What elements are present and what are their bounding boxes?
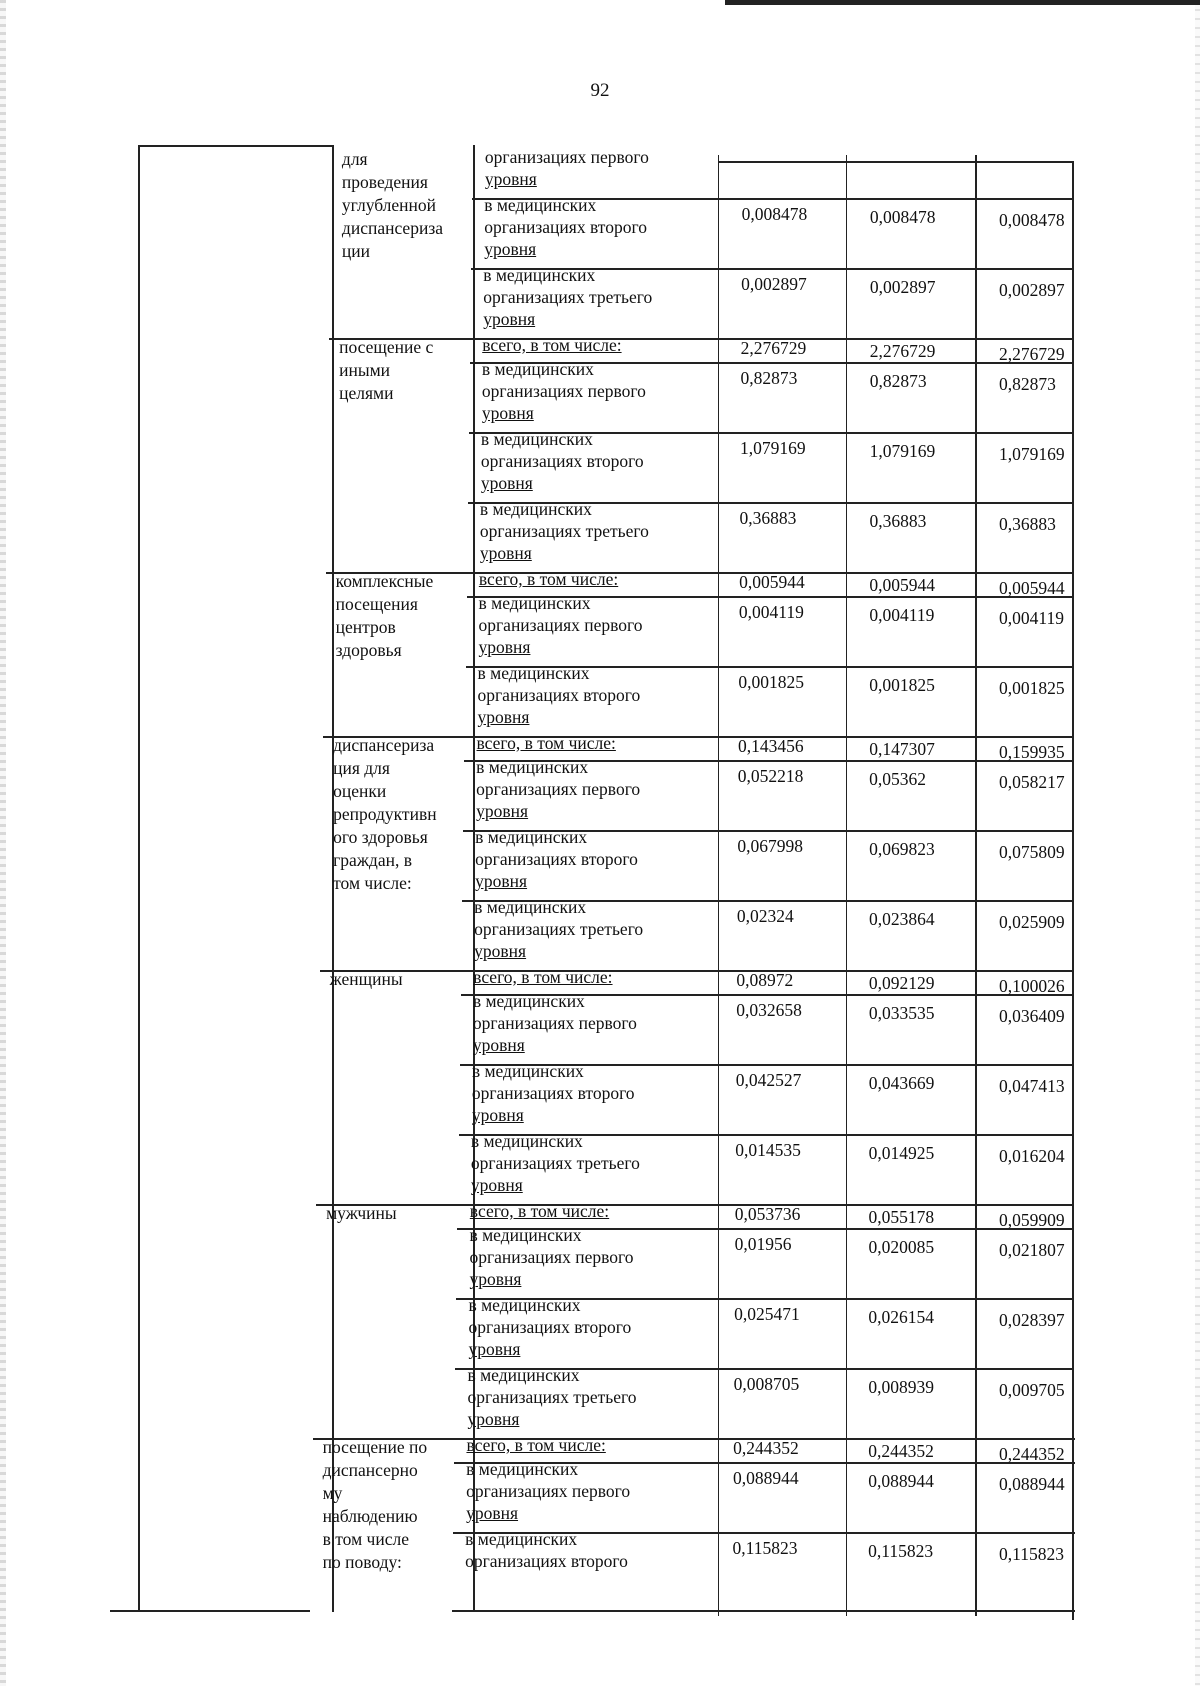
table-bottom-border: [110, 1610, 310, 1612]
group-label-line: в том числе: [322, 1529, 409, 1549]
value-cell: 0,059909: [999, 1210, 1065, 1230]
row-rule: [316, 1204, 1074, 1206]
group-label-line: граждан, в: [333, 850, 412, 870]
row-label-line: организациях второго: [480, 451, 644, 471]
row-label-line: организациях второго: [468, 1317, 632, 1337]
row-label-line: уровня: [474, 941, 527, 961]
row-label-line: организациях второго: [484, 217, 647, 237]
value-cell: 2,276729: [999, 344, 1065, 364]
values-top-border: [718, 161, 1072, 163]
row-label-line: организациях первого: [466, 1481, 631, 1501]
group-label-line: центров: [335, 617, 396, 637]
row-label-line: уровня: [468, 1339, 521, 1359]
row-label-line: уровня: [467, 1409, 520, 1429]
value-cell: 0,36883: [869, 511, 927, 531]
row-label-line: организациях первого: [478, 615, 643, 635]
row-label-line: уровня: [476, 801, 529, 821]
value-column-divider-2: [846, 155, 848, 1616]
value-cell: 0,115823: [868, 1541, 934, 1561]
group-label-line: том числе:: [333, 873, 412, 893]
value-cell: 0,82873: [740, 368, 798, 388]
group-label-line: для: [341, 149, 368, 169]
row-label-line: всего, в том числе:: [476, 733, 616, 753]
row-label-line: в медицинских: [476, 757, 589, 777]
value-cell: 0,159935: [999, 742, 1065, 762]
value-cell: 0,014925: [868, 1143, 935, 1163]
row-label-line: в медицинских: [470, 1131, 583, 1151]
value-cell: 0,01956: [734, 1234, 792, 1254]
value-cell: 0,008939: [868, 1377, 934, 1397]
row-label-line: организациях первого: [481, 381, 646, 401]
row-label-line: в медицинских: [465, 1529, 578, 1549]
value-cell: 0,088944: [733, 1468, 799, 1488]
row-label-line: уровня: [475, 871, 528, 891]
row-label-line: в медицинских: [474, 897, 587, 917]
row-label-line: организациях третьего: [479, 521, 649, 541]
row-label-line: всего, в том числе:: [466, 1435, 606, 1455]
value-cell: 0,244352: [733, 1438, 799, 1458]
table-left-border: [138, 145, 140, 1610]
value-cell: 0,025909: [999, 912, 1065, 932]
group-label: [342, 148, 443, 263]
group-label-line: диспансериза: [341, 218, 443, 238]
row-label-line: в медицинских: [478, 593, 591, 613]
row-rule: [326, 572, 1073, 574]
group-label-line: оценки: [333, 781, 387, 801]
row-label-line: уровня: [471, 1105, 524, 1125]
value-cell: 0,02324: [736, 906, 794, 926]
value-cell: 0,021807: [999, 1240, 1065, 1260]
row-rule: [329, 338, 1072, 340]
row-label-line: организациях первого: [476, 779, 641, 799]
value-cell: 0,014535: [735, 1140, 801, 1160]
row-label-line: организациях первого: [484, 147, 649, 167]
row-label-line: всего, в том числе:: [478, 569, 619, 589]
value-cell: 0,075809: [999, 842, 1065, 862]
value-column-divider-1: [718, 155, 720, 1616]
value-cell: 1,079169: [740, 438, 806, 458]
group-label-line: репродуктивн: [333, 804, 437, 824]
group-label: [333, 734, 436, 895]
row-label-line: организациях третьего: [470, 1153, 640, 1173]
value-cell: 0,008478: [741, 204, 808, 224]
row-label-line: в медицинских: [466, 1459, 579, 1479]
row-label-line: в медицинских: [471, 1061, 584, 1081]
group-label-line: посещение с: [339, 337, 434, 357]
row-label-line: в медицинских: [484, 195, 597, 215]
row-label-line: в медицинских: [472, 991, 585, 1011]
value-cell: 0,008478: [869, 207, 936, 227]
row-label-line: уровня: [479, 543, 532, 563]
row-label-line: уровня: [469, 1269, 522, 1289]
value-cell: 0,028397: [999, 1310, 1065, 1330]
value-cell: 0,058217: [999, 772, 1065, 792]
group-label-line: женщины: [329, 969, 403, 989]
row-label-line: всего, в том числе:: [482, 335, 622, 355]
value-cell: 1,079169: [999, 444, 1065, 464]
value-cell: 0,020085: [868, 1237, 935, 1257]
group-label-line: му: [322, 1483, 343, 1503]
row-label-line: организациях первого: [472, 1013, 637, 1033]
row-label-line: в медицинских: [480, 429, 593, 449]
group-label-line: диспансериза: [333, 735, 435, 755]
group-label: [339, 336, 433, 405]
group-label-line: углубленной: [341, 195, 437, 215]
row-label-line: уровня: [480, 473, 533, 493]
row-label-line: организациях третьего: [483, 287, 653, 307]
value-cell: 0,143456: [737, 736, 804, 756]
row-label-line: уровня: [472, 1035, 525, 1055]
value-cell: 0,005944: [869, 575, 936, 595]
group-label: [336, 570, 434, 662]
value-cell: 0,82873: [999, 374, 1056, 394]
row-label-line: организациях второго: [477, 685, 641, 705]
table-right-border: [1072, 161, 1074, 1620]
value-cell: 0,016204: [999, 1146, 1065, 1166]
row-label-line: организациях третьего: [474, 919, 644, 939]
group-label-line: мужчины: [326, 1203, 397, 1223]
group-label-line: целями: [339, 383, 394, 403]
row-label-line: уровня: [470, 1175, 523, 1195]
row-label-line: в медицинских: [475, 827, 588, 847]
value-cell: 0,244352: [999, 1444, 1065, 1464]
row-label-line: в медицинских: [479, 499, 592, 519]
group-label-line: ции: [341, 241, 371, 261]
group-label-line: наблюдению: [322, 1506, 418, 1526]
value-cell: 0,033535: [868, 1003, 935, 1023]
row-label-line: всего, в том числе:: [473, 967, 613, 987]
value-cell: 0,005944: [999, 578, 1065, 598]
row-label-line: всего, в том числе:: [469, 1201, 610, 1221]
value-cell: 0,82873: [869, 371, 927, 391]
row-label-line: в медицинских: [469, 1225, 582, 1245]
value-cell: 1,079169: [869, 441, 936, 461]
row-label-line: организациях третьего: [467, 1387, 637, 1407]
group-label-line: комплексные: [335, 571, 434, 591]
value-cell: 0,002897: [869, 277, 936, 297]
group-label-line: диспансерно: [322, 1460, 418, 1480]
value-cell: 0,025471: [734, 1304, 800, 1324]
value-cell: 0,053736: [734, 1204, 801, 1224]
value-cell: 0,08972: [736, 970, 794, 990]
table-top-border: [138, 145, 332, 147]
row-label-line: уровня: [478, 637, 531, 657]
value-cell: 2,276729: [740, 338, 807, 358]
row-label-line: организациях второго: [465, 1551, 628, 1571]
group-label: [326, 1202, 397, 1225]
row-label-line: уровня: [484, 169, 537, 189]
row-rule: [452, 1610, 1075, 1612]
group-label-line: посещение по: [322, 1437, 428, 1457]
row-label-line: в медицинских: [468, 1295, 581, 1315]
row-label-line: уровня: [483, 309, 536, 329]
value-cell: 0,100026: [999, 976, 1065, 996]
value-cell: 0,36883: [999, 514, 1056, 534]
value-cell: 0,001825: [869, 675, 935, 695]
row-label-line: организациях первого: [469, 1247, 634, 1267]
value-cell: 0,009705: [999, 1380, 1065, 1400]
value-cell: 0,042527: [735, 1070, 802, 1090]
row-label-line: в медицинских: [481, 359, 594, 379]
group-label: [323, 1436, 428, 1574]
value-cell: 0,001825: [999, 678, 1065, 698]
group-label: [330, 968, 403, 991]
row-label-line: уровня: [481, 403, 534, 423]
value-cell: 0,047413: [999, 1076, 1065, 1096]
value-cell: 2,276729: [869, 341, 936, 361]
row-label-line: организациях второго: [471, 1083, 635, 1103]
group-label-line: иными: [339, 360, 391, 380]
value-cell: 0,055178: [868, 1207, 935, 1227]
row-label-line: уровня: [484, 239, 537, 259]
group-label-line: проведения: [341, 172, 428, 192]
group-label-line: по поводу:: [322, 1552, 402, 1572]
group-label-line: ого здоровья: [333, 827, 428, 847]
value-column-divider-3: [975, 155, 977, 1616]
value-cell: 0,004119: [738, 602, 804, 622]
value-cell: 0,115823: [732, 1538, 798, 1558]
group-label-line: здоровья: [335, 640, 402, 660]
value-cell: 0,115823: [999, 1544, 1064, 1564]
row-label-line: в медицинских: [477, 663, 590, 683]
value-cell: 0,147307: [869, 739, 935, 759]
value-cell: 0,002897: [999, 280, 1065, 300]
row-label-line: уровня: [477, 707, 530, 727]
row-rule: [320, 970, 1074, 972]
value-cell: 0,036409: [999, 1006, 1065, 1026]
value-cell: 0,067998: [737, 836, 803, 856]
value-cell: 0,032658: [736, 1000, 802, 1020]
value-cell: 0,001825: [738, 672, 805, 692]
value-cell: 0,088944: [868, 1471, 934, 1491]
value-cell: 0,004119: [869, 605, 935, 625]
value-cell: 0,05362: [869, 769, 927, 789]
value-cell: 0,004119: [999, 608, 1064, 628]
row-label-line: в медицинских: [467, 1365, 580, 1385]
value-cell: 0,092129: [868, 973, 935, 993]
value-cell: 0,005944: [739, 572, 805, 592]
value-cell: 0,026154: [868, 1307, 935, 1327]
value-cell: 0,088944: [999, 1474, 1065, 1494]
value-cell: 0,002897: [741, 274, 807, 294]
group-label-line: посещения: [335, 594, 418, 614]
value-cell: 0,052218: [737, 766, 804, 786]
row-label-line: уровня: [466, 1503, 519, 1523]
value-cell: 0,008478: [999, 210, 1065, 230]
page-number: 92: [590, 80, 610, 101]
row-label-line: в медицинских: [483, 265, 596, 285]
row-label-line: организациях второго: [475, 849, 638, 869]
group-label-line: ция для: [333, 758, 390, 778]
value-cell: 0,043669: [868, 1073, 935, 1093]
value-cell: 0,008705: [733, 1374, 800, 1394]
value-cell: 0,36883: [739, 508, 797, 528]
value-cell: 0,023864: [868, 909, 935, 929]
value-cell: 0,069823: [869, 839, 935, 859]
value-cell: 0,244352: [868, 1441, 934, 1461]
